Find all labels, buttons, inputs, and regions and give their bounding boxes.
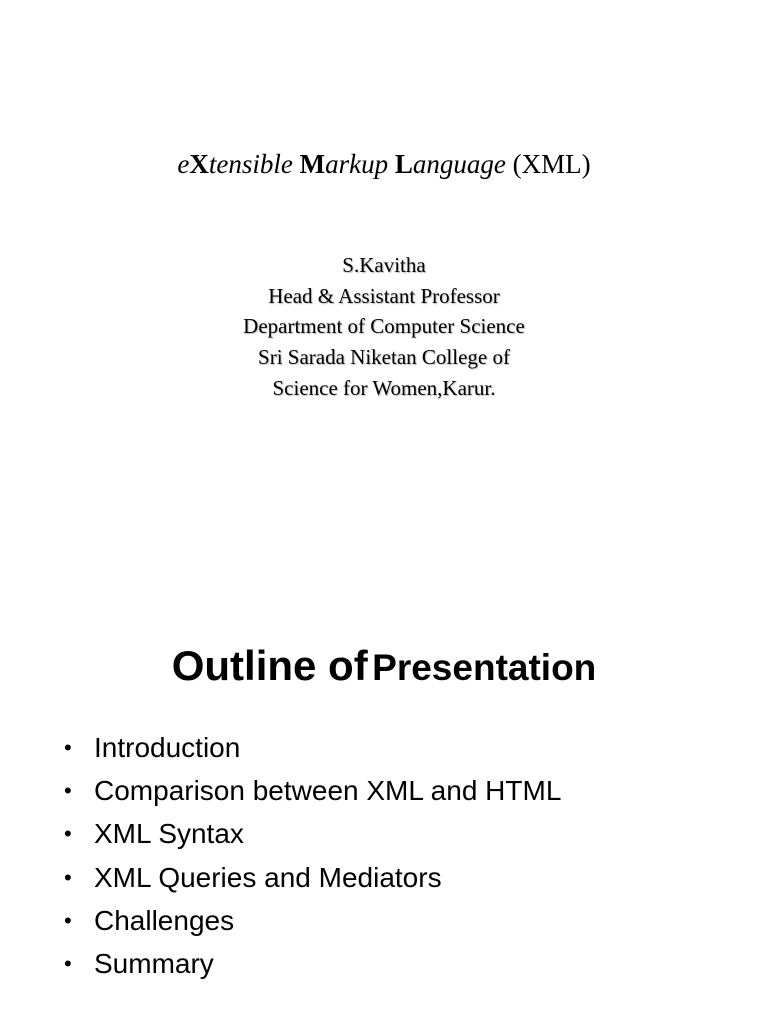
list-item [64,726,561,769]
bullet-icon: • [64,864,72,890]
title-rest-x: tensible [208,149,293,179]
title-suffix: (XML) [512,149,591,179]
title-rest-l: anguage [412,149,506,179]
bullet-icon: • [64,821,72,847]
title-rest-m: arkup [325,149,389,179]
author-name: S.Kavitha [342,253,426,277]
title-initial-x: X [189,149,209,179]
list-item-text: Challenges [94,904,235,936]
bullet-icon: • [64,907,72,933]
list-item-text: Summary [94,948,214,980]
outline-heading-part1: Outline of [171,642,368,689]
list-item-text: XML Syntax [94,818,244,850]
bullet-icon: • [64,778,72,804]
outline-heading [0,638,768,704]
outline-heading-part2: Presentation [372,647,597,688]
list-item [64,899,561,942]
list-item [64,812,561,855]
author-college-line-2: Science for Women,Karur. [272,375,496,400]
outline-slide [0,512,768,1024]
title-word-extensible [177,149,292,179]
author-designation: Head & Assistant Professor [268,283,500,308]
title-prefix: e [177,149,190,179]
title-initial-m: M [299,149,326,179]
list-item-text: Introduction [94,732,241,763]
list-item-text: XML Queries and Mediators [94,861,442,893]
title-initial-l: L [394,149,413,179]
author-info [0,250,768,404]
outline-list [64,726,561,985]
author-department: Department of Computer Science [243,314,525,339]
bullet-icon: • [64,735,72,760]
author-college-line-1: Sri Sarada Niketan College of [258,345,510,370]
list-item [64,942,561,985]
list-item-text: Comparison between XML and HTML [94,775,562,807]
bullet-icon: • [64,951,72,977]
list-item [64,769,561,812]
title-word-markup [300,149,388,179]
list-item [64,856,561,899]
presentation-title [0,147,768,181]
title-word-language [395,149,506,179]
